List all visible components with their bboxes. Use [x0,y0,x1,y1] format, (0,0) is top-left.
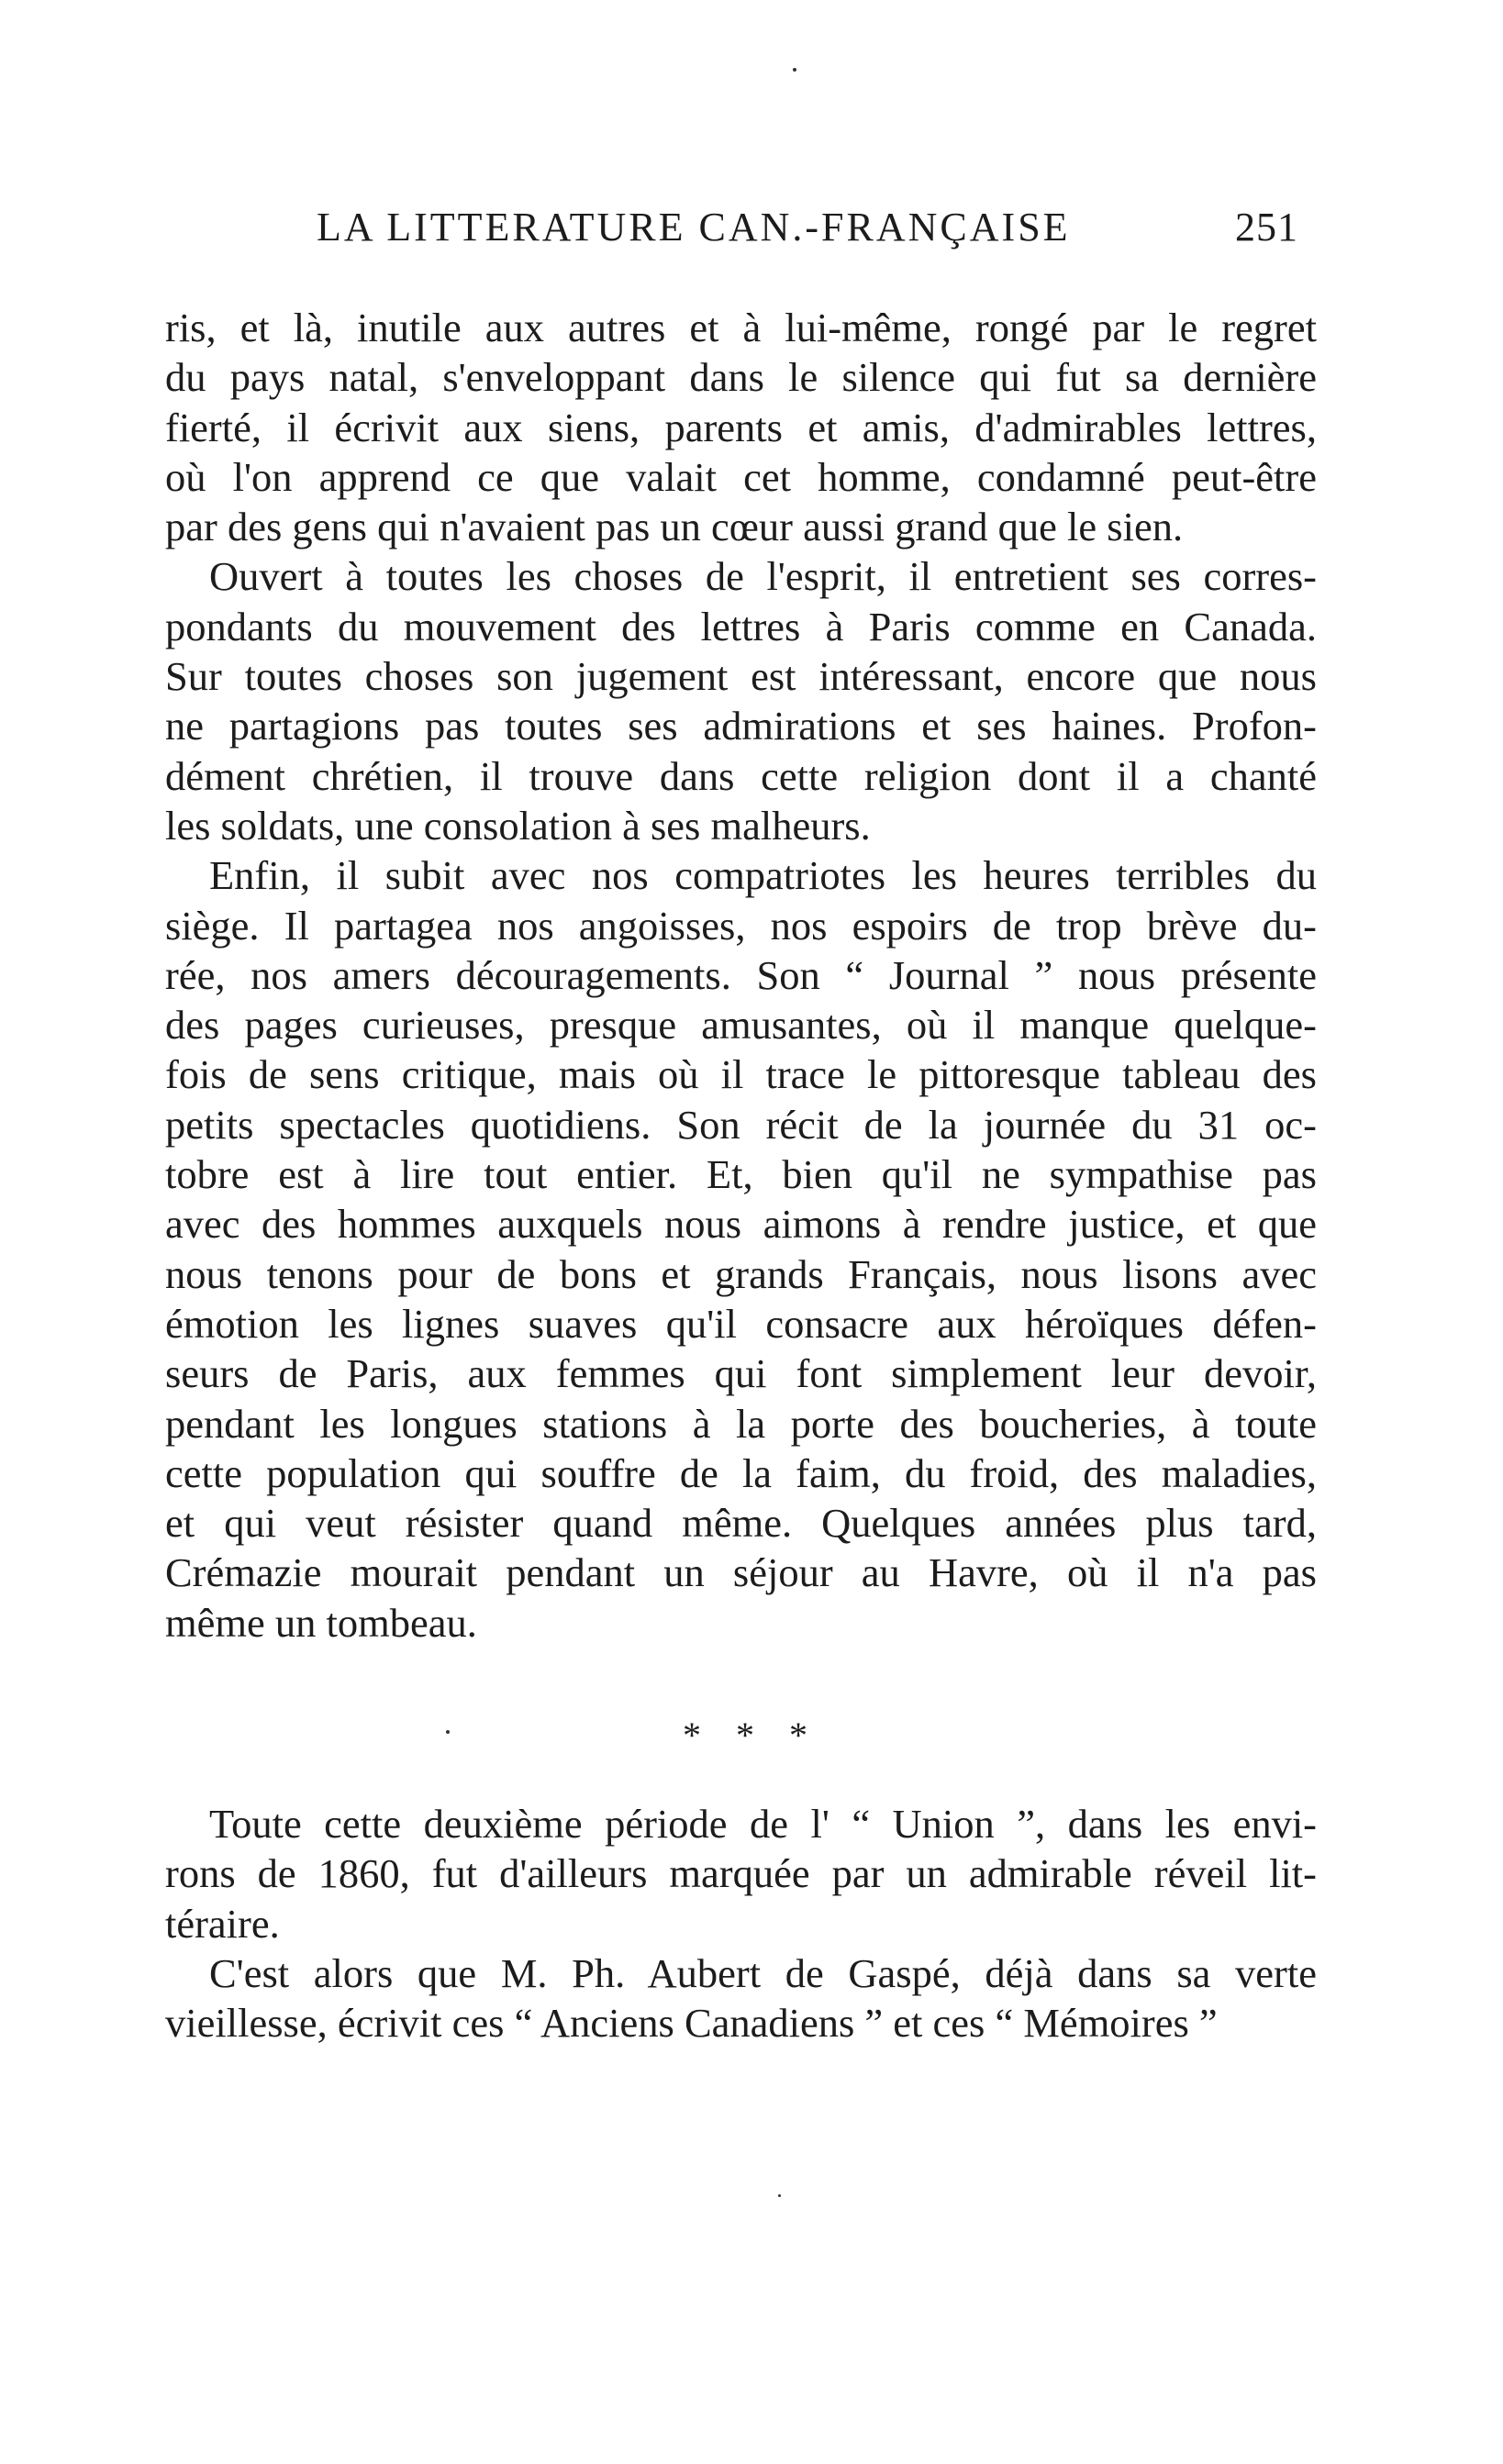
running-title: LA LITTERATURE CAN.-FRANÇAISE [317,205,1071,250]
text-line: Ouvert à toutes les choses de l'esprit, il entretient ses corres- [209,553,1317,600]
print-speck [446,1730,450,1734]
text-line: du pays natal, s'enveloppant dans le silence qui fut sa dernière [165,354,1317,401]
text-line: nous tenons pour de bons et grands Français, nous lisons avec [165,1250,1317,1297]
section-separator: * * * [683,1715,820,1756]
text-line: Crémazie mourait pendant un séjour au Havre, où il n'a pas [165,1549,1317,1596]
text-line: par des gens qui n'avaient pas un cœur aussi grand que le sien. [165,504,1184,550]
page-header [317,204,1298,259]
text-line: ne partagions pas toutes ses admirations et ses haines. Profon- [165,703,1317,749]
text-line: et qui veut résister quand même. Quelques années plus tard, [165,1500,1317,1547]
text-line: rons de 1860, fut d'ailleurs marquée par un admirable réveil lit- [165,1850,1317,1897]
text-line: cette population qui souffre de la faim, du froid, des maladies, [165,1449,1317,1496]
paragraph [165,850,1317,1648]
text-line: les soldats, une consolation à ses malheurs. [165,802,871,849]
text-line: Enfin, il subit avec nos compatriotes les heures terribles du [209,852,1317,899]
text-line: des pages curieuses, presque amusantes, où il manque quelque- [165,1002,1317,1049]
text-line: téraire. [165,1900,280,1947]
text-line: tobre est à lire tout entier. Et, bien qu'il ne sympathise pas [165,1151,1317,1198]
text-line: fois de sens critique, mais où il trace le pittoresque tableau des [165,1051,1317,1098]
page-number: 251 [1235,205,1298,250]
text-line: même un tombeau. [165,1599,477,1646]
text-line: Toute cette deuxième période de l' “ Union ”, dans les envi- [209,1801,1317,1847]
text-line: petits spectacles quotidiens. Son récit de la journée du 31 oc- [165,1101,1317,1148]
text-line: pendant les longues stations à la porte des boucheries, à toute [165,1400,1317,1447]
body-text-continued [165,1799,1317,2048]
text-line: ris, et là, inutile aux autres et à lui-même, rongé par le regret [165,305,1317,350]
text-line: vieillesse, écrivit ces “ Anciens Canadiens ” et ces “ Mémoires ” [165,2000,1218,2047]
text-line: rée, nos amers découragements. Son “ Journal ” nous présente [165,951,1317,998]
text-line: seurs de Paris, aux femmes qui font simplement leur devoir, [165,1350,1317,1397]
text-line: pondants du mouvement des lettres à Paris comme en Canada. [165,603,1317,649]
text-line: émotion les lignes suaves qu'il consacre aux héroïques défen- [165,1300,1317,1347]
text-line: dément chrétien, il trouve dans cette religion dont il a chanté [165,752,1317,799]
text-line: Sur toutes choses son jugement est intéressant, encore que nous [165,653,1317,700]
print-speck [793,68,796,72]
paragraph [165,1948,1317,2048]
text-line: où l'on apprend ce que valait cet homme, condamné peut-être [165,453,1317,500]
text-line: avec des hommes auxquels nous aimons à rendre justice, et que [165,1201,1317,1248]
paragraph [165,1799,1317,1948]
paragraph [165,551,1317,850]
paragraph [165,303,1317,551]
text-line: C'est alors que M. Ph. Aubert de Gaspé, déjà dans sa verte [209,1949,1317,1996]
text-line: fierté, il écrivit aux siens, parents et amis, d'admirables lettres, [165,404,1317,450]
text-line: siège. Il partagea nos angoisses, nos espoirs de trop brève du- [165,902,1317,949]
print-speck [778,2194,781,2197]
body-text [165,303,1317,1648]
